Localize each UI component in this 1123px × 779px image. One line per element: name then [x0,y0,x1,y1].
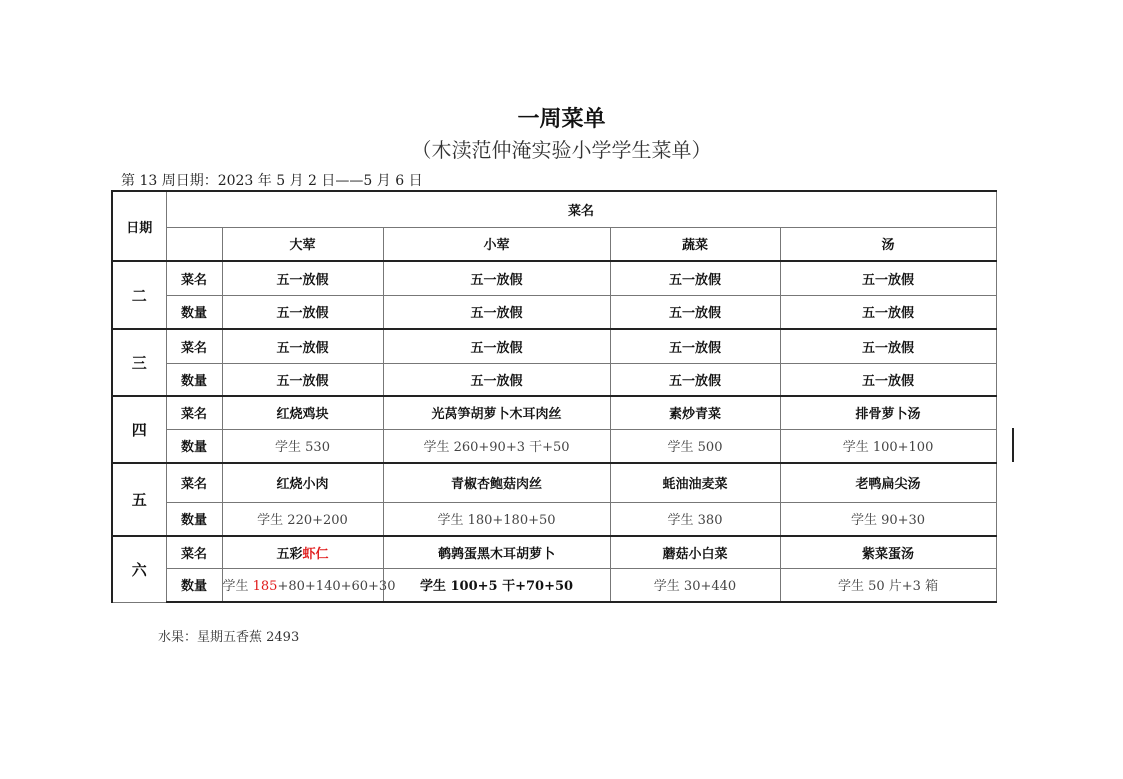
table-row [112,568,996,602]
dish-cell: 蘑菇小白菜 [610,536,780,568]
dish-cell: 五一放假 [222,261,383,295]
qty-cell: 五一放假 [610,295,780,329]
qty-cell: 学生 100+5 干+70+50 [383,568,610,602]
column-header-soup: 汤 [780,227,996,261]
dish-cell: 五一放假 [610,261,780,295]
day-label: 四 [112,396,166,463]
dish-cell: 紫菜蛋汤 [780,536,996,568]
menu-table [111,190,997,603]
dish-cell [222,536,383,568]
qty-cell: 五一放假 [222,363,383,396]
row-label-name: 菜名 [166,536,222,568]
qty-cell: 学生 500 [610,429,780,463]
text-cursor [1012,428,1014,462]
page-title: 一周菜单 [517,107,606,132]
qty-cell: 学生 50 片+3 箱 [780,568,996,602]
dish-cell: 五一放假 [610,329,780,363]
dish-cell: 光莴笋胡萝卜木耳肉丝 [383,396,610,429]
qty-highlight-text: 185 [252,579,278,595]
day-label: 二 [112,261,166,329]
dish-text: 五彩 [276,546,303,562]
table-row [112,463,996,502]
table-row [112,329,996,363]
table-row [112,261,996,295]
dish-cell: 青椒杏鲍菇肉丝 [383,463,610,502]
dish-cell: 排骨萝卜汤 [780,396,996,429]
table-row [112,536,996,568]
date-period: 第 13 周日期：2023 年 5 月 2 日——5 月 6 日 [121,173,423,189]
dish-cell: 红烧鸡块 [222,396,383,429]
dish-cell: 五一放假 [780,329,996,363]
qty-cell: 学生 30+440 [610,568,780,602]
column-header-side-meat: 小荤 [383,227,610,261]
qty-cell: 五一放假 [780,295,996,329]
day-label: 五 [112,463,166,536]
dish-cell: 五一放假 [222,329,383,363]
qty-cell: 学生 100+100 [780,429,996,463]
row-label-qty: 数量 [166,295,222,329]
qty-cell: 五一放假 [222,295,383,329]
qty-cell: 五一放假 [780,363,996,396]
day-label: 六 [112,536,166,602]
dish-cell: 蚝油油麦菜 [610,463,780,502]
dish-cell: 老鸭扁尖汤 [780,463,996,502]
dish-highlight-text: 虾仁 [302,546,329,562]
row-label-name: 菜名 [166,329,222,363]
table-row [112,363,996,396]
dish-cell: 红烧小肉 [222,463,383,502]
table-row [112,295,996,329]
qty-cell: 学生 260+90+3 干+50 [383,429,610,463]
dish-cell: 五一放假 [383,261,610,295]
column-header-main-meat: 大荤 [222,227,383,261]
page-subtitle: （木渎范仲淹实验小学学生菜单） [411,138,712,162]
row-label-qty: 数量 [166,429,222,463]
row-label-qty: 数量 [166,568,222,602]
row-label-name: 菜名 [166,261,222,295]
qty-cell: 五一放假 [383,295,610,329]
dish-cell: 素炒青菜 [610,396,780,429]
qty-cell: 学生 530 [222,429,383,463]
qty-cell [222,568,396,602]
qty-cell: 学生 90+30 [780,502,996,536]
dish-cell: 五一放假 [383,329,610,363]
qty-text: +80+140+60+30 [277,579,396,595]
qty-cell: 学生 180+180+50 [383,502,610,536]
blank-header-cell [166,227,222,261]
table-row [112,429,996,463]
column-header-vegetable: 蔬菜 [610,227,780,261]
dish-cell: 五一放假 [780,261,996,295]
dish-cell: 鹌鹑蛋黑木耳胡萝卜 [383,536,610,568]
table-row [112,502,996,536]
qty-text: 学生 [222,579,253,595]
qty-cell: 五一放假 [610,363,780,396]
row-label-qty: 数量 [166,502,222,536]
day-label: 三 [112,329,166,396]
row-label-qty: 数量 [166,363,222,396]
row-label-name: 菜名 [166,463,222,502]
qty-cell: 学生 220+200 [222,502,383,536]
fruit-note: 水果：星期五香蕉 2493 [158,630,300,645]
row-label-name: 菜名 [166,396,222,429]
table-row [112,396,996,429]
date-header: 日期 [112,191,166,261]
qty-cell: 学生 380 [610,502,780,536]
dish-header: 菜名 [166,191,996,227]
qty-cell: 五一放假 [383,363,610,396]
